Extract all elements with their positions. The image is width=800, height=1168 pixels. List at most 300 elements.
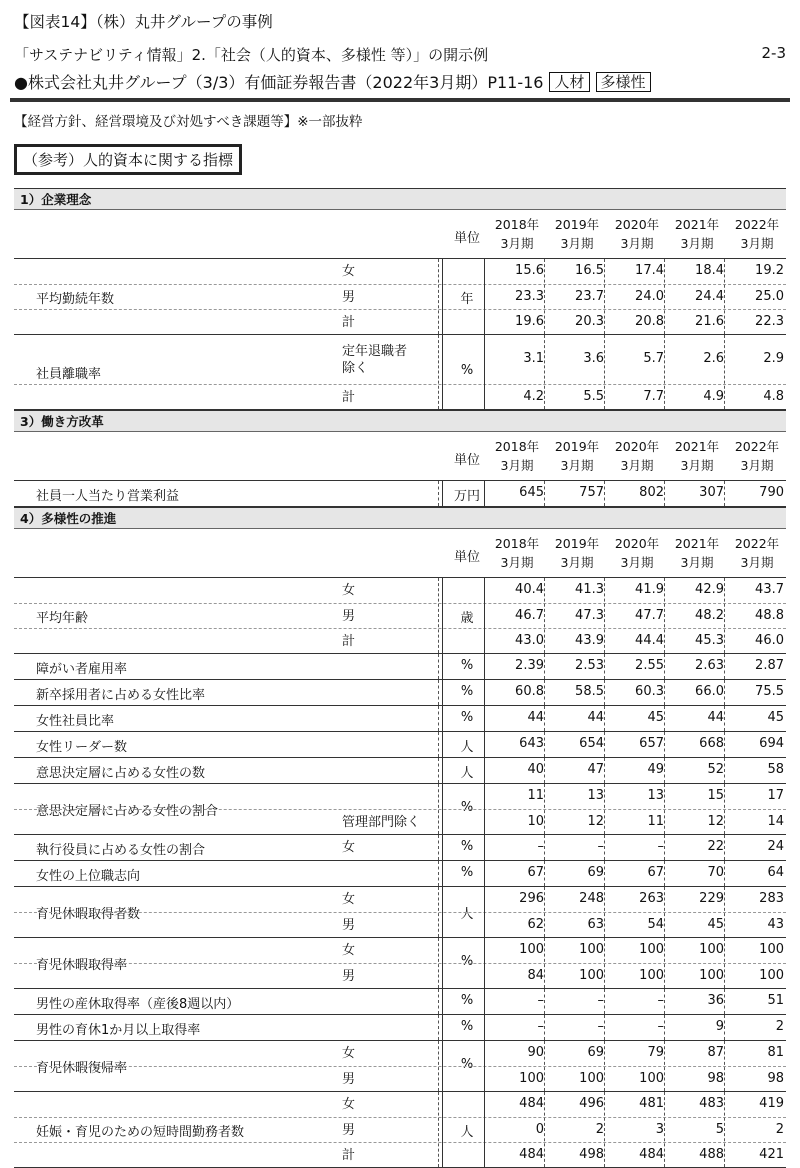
column-divider: [724, 578, 725, 653]
value-cell: 22: [707, 838, 724, 854]
value-cell: 51: [767, 992, 784, 1008]
column-divider: [544, 758, 545, 783]
value-cell: 44: [527, 709, 544, 725]
value-cell: 421: [759, 1146, 784, 1162]
indicator-unit: %: [460, 800, 474, 815]
column-divider: [544, 887, 545, 937]
column-divider: [438, 784, 439, 834]
value-cell: 17: [767, 787, 784, 803]
column-divider: [664, 938, 665, 988]
column-divider: [484, 1015, 485, 1040]
column-divider: [604, 835, 605, 860]
value-cell: 58: [767, 761, 784, 777]
year-header: [668, 534, 726, 572]
year-header-row: [14, 210, 786, 259]
value-cell: 47.7: [635, 607, 664, 623]
column-divider: [438, 861, 439, 886]
value-cell: 67: [647, 864, 664, 880]
indicator-label: 男性の育休1か月以上取得率: [36, 1022, 201, 1038]
value-cell: 757: [579, 484, 604, 500]
column-divider: [724, 835, 725, 860]
column-divider: [544, 578, 545, 653]
value-cell: –: [657, 838, 664, 854]
sub-row: [14, 912, 786, 938]
value-cell: 40.4: [515, 581, 544, 597]
value-cell: 248: [579, 890, 604, 906]
value-cell: 41.9: [635, 581, 664, 597]
sub-label: 男: [342, 608, 356, 624]
indicator-group: [14, 1015, 786, 1041]
value-cell: 69: [587, 864, 604, 880]
column-divider: [664, 758, 665, 783]
value-cell: 657: [639, 735, 664, 751]
sub-label: 計: [342, 314, 356, 330]
indicator-group: [14, 578, 786, 654]
value-cell: 263: [639, 890, 664, 906]
value-cell: 484: [639, 1146, 664, 1162]
indicator-unit: 人: [460, 907, 474, 922]
column-divider: [438, 578, 439, 653]
year-label: 2022年: [734, 536, 780, 551]
column-divider: [442, 578, 443, 653]
indicator-unit: %: [460, 992, 474, 1008]
sub-row: [14, 989, 786, 1014]
column-divider: [442, 259, 443, 334]
sub-row: [14, 1142, 786, 1168]
sub-label: 女: [342, 891, 356, 907]
column-divider: [604, 938, 605, 988]
sub-label: 男: [342, 1071, 356, 1087]
indicator-label: 妊娠・育児のための短時間勤務者数: [36, 1124, 245, 1140]
value-cell: 498: [579, 1146, 604, 1162]
sub-row: [14, 1066, 786, 1092]
sub-label: 女: [342, 263, 356, 279]
column-divider: [484, 758, 485, 783]
value-cell: 23.7: [575, 288, 604, 304]
column-divider: [442, 989, 443, 1014]
column-divider: [724, 1041, 725, 1091]
value-cell: 90: [527, 1044, 544, 1060]
year-header: [728, 534, 786, 572]
year-header: [728, 437, 786, 475]
indicator-group: [14, 938, 786, 989]
indicator-unit: 年: [460, 291, 474, 307]
column-divider: [484, 861, 485, 886]
value-cell: 23.3: [515, 288, 544, 304]
column-divider: [724, 1015, 725, 1040]
value-cell: 488: [699, 1146, 724, 1162]
column-divider: [604, 654, 605, 679]
indicator-group: [14, 481, 786, 507]
column-divider: [438, 938, 439, 988]
value-cell: 100: [699, 967, 724, 983]
value-cell: 100: [519, 1070, 544, 1086]
year-label: 2021年: [674, 536, 720, 551]
tag-tayousei: 多様性: [596, 72, 651, 92]
value-cell: 43.9: [575, 632, 604, 648]
indicator-unit: 人: [460, 1124, 474, 1140]
value-cell: 694: [759, 735, 784, 751]
box-title: （参考）人的資本に関する指標: [14, 144, 242, 175]
column-divider: [724, 680, 725, 705]
sub-row: [14, 1015, 786, 1040]
column-divider: [544, 259, 545, 334]
year-header: [488, 437, 546, 475]
value-cell: 46.0: [755, 632, 784, 648]
indicator-group: [14, 758, 786, 784]
indicator-group: [14, 861, 786, 887]
column-divider: [604, 335, 605, 409]
column-divider: [544, 732, 545, 757]
value-cell: 100: [579, 967, 604, 983]
value-cell: 98: [767, 1070, 784, 1086]
column-divider: [442, 938, 443, 988]
value-cell: 790: [759, 484, 784, 500]
column-divider: [604, 481, 605, 506]
indicator-unit: %: [460, 954, 474, 969]
indicator-group: [14, 784, 786, 835]
indicator-unit: %: [460, 864, 474, 880]
column-divider: [438, 706, 439, 731]
value-cell: 13: [647, 787, 664, 803]
sub-row: [14, 309, 786, 335]
column-divider: [484, 654, 485, 679]
column-divider: [664, 1092, 665, 1167]
period-label: 3月期: [680, 458, 714, 473]
sub-label: 女: [342, 582, 356, 598]
sub-label: 計: [342, 1147, 356, 1163]
year-header: [488, 534, 546, 572]
value-cell: 44.4: [635, 632, 664, 648]
year-label: 2022年: [734, 439, 780, 454]
value-cell: 70: [707, 864, 724, 880]
column-divider: [544, 784, 545, 834]
year-label: 2018年: [494, 439, 540, 454]
sub-row: [14, 1117, 786, 1143]
value-cell: 2: [595, 1121, 604, 1137]
column-divider: [442, 706, 443, 731]
column-divider: [442, 654, 443, 679]
value-cell: 60.8: [515, 683, 544, 699]
value-cell: 21.6: [695, 313, 724, 329]
value-cell: 12: [707, 813, 724, 829]
value-cell: 63: [587, 916, 604, 932]
column-divider: [484, 259, 485, 334]
value-cell: –: [657, 1018, 664, 1034]
year-header: [608, 534, 666, 572]
column-divider: [438, 989, 439, 1014]
value-cell: 69: [587, 1044, 604, 1060]
value-cell: 2: [775, 1121, 784, 1137]
year-header: [608, 437, 666, 475]
year-label: 2021年: [674, 217, 720, 232]
sub-row: [14, 384, 786, 410]
year-header: [548, 215, 606, 253]
sub-row: [14, 284, 786, 310]
value-cell: 45: [647, 709, 664, 725]
column-divider: [724, 1092, 725, 1167]
column-divider: [604, 732, 605, 757]
indicator-label: 育児休暇取得率: [36, 958, 128, 973]
value-cell: 98: [707, 1070, 724, 1086]
value-cell: 24.0: [635, 288, 664, 304]
column-divider: [664, 481, 665, 506]
indicator-label: 意思決定層に占める女性の割合: [36, 804, 219, 819]
sub-label: 男: [342, 968, 356, 984]
indicator-group: [14, 989, 786, 1015]
value-cell: 45: [767, 709, 784, 725]
indicator-unit: 人: [460, 765, 474, 781]
period-label: 3月期: [560, 555, 594, 570]
column-divider: [438, 835, 439, 860]
column-divider: [438, 732, 439, 757]
company-line: [14, 70, 651, 93]
column-divider: [438, 654, 439, 679]
year-label: 2020年: [614, 217, 660, 232]
sub-row: [14, 1092, 786, 1117]
column-divider: [484, 706, 485, 731]
value-cell: 100: [579, 1070, 604, 1086]
value-cell: –: [597, 992, 604, 1008]
column-divider: [484, 989, 485, 1014]
value-cell: 654: [579, 735, 604, 751]
indicator-group: [14, 835, 786, 861]
sub-row: [14, 654, 786, 679]
indicator-unit: %: [460, 683, 474, 699]
indicator-label: 女性リーダー数: [36, 739, 128, 755]
value-cell: 24: [767, 838, 784, 854]
value-cell: –: [597, 838, 604, 854]
column-divider: [604, 989, 605, 1014]
column-divider: [442, 1015, 443, 1040]
value-cell: 668: [699, 735, 724, 751]
indicator-unit: 万円: [453, 488, 480, 504]
value-cell: 2.6: [703, 350, 724, 366]
column-divider: [664, 654, 665, 679]
value-cell: 22.3: [755, 313, 784, 329]
value-cell: –: [597, 1018, 604, 1034]
period-label: 3月期: [680, 555, 714, 570]
sub-label: 女: [342, 1045, 356, 1061]
indicator-group: [14, 259, 786, 335]
value-cell: 46.7: [515, 607, 544, 623]
indicator-unit: %: [460, 657, 474, 673]
value-cell: 481: [639, 1095, 664, 1111]
value-cell: 100: [639, 1070, 664, 1086]
column-divider: [484, 578, 485, 653]
value-cell: 5: [715, 1121, 724, 1137]
column-divider: [724, 654, 725, 679]
indicator-table: [14, 188, 786, 1168]
page-subtitle: 「サステナビリティ情報」2.「社会（人的資本、多様性 等）」の開示例: [14, 46, 489, 64]
value-cell: 100: [639, 941, 664, 957]
value-cell: 307: [699, 484, 724, 500]
value-cell: 17.4: [635, 262, 664, 278]
value-cell: 43.0: [515, 632, 544, 648]
year-header-row: [14, 432, 786, 481]
value-cell: 47: [587, 761, 604, 777]
column-divider: [664, 1015, 665, 1040]
value-cell: 11: [527, 787, 544, 803]
column-divider: [438, 1041, 439, 1091]
value-cell: 4.8: [763, 388, 784, 404]
indicator-label: 平均勤続年数: [36, 291, 115, 307]
sub-row: [14, 603, 786, 629]
value-cell: 25.0: [755, 288, 784, 304]
value-cell: 9: [715, 1018, 724, 1034]
column-divider: [442, 1092, 443, 1167]
period-label: 3月期: [500, 236, 534, 251]
year-label: 2019年: [554, 439, 600, 454]
value-cell: 100: [699, 941, 724, 957]
column-divider: [442, 680, 443, 705]
value-cell: 2.87: [755, 657, 784, 673]
value-cell: 79: [647, 1044, 664, 1060]
value-cell: 100: [759, 941, 784, 957]
section-header: 1）企業理念: [14, 188, 786, 210]
sub-row: [14, 887, 786, 912]
column-divider: [724, 259, 725, 334]
column-divider: [664, 887, 665, 937]
column-divider: [664, 578, 665, 653]
column-divider: [724, 335, 725, 409]
tag-jinzai: 人材: [549, 72, 589, 92]
value-cell: 60.3: [635, 683, 664, 699]
value-cell: 3.1: [523, 350, 544, 366]
column-divider: [484, 680, 485, 705]
value-cell: 645: [519, 484, 544, 500]
value-cell: 20.3: [575, 313, 604, 329]
column-divider: [604, 1092, 605, 1167]
year-header: [728, 215, 786, 253]
year-label: 2019年: [554, 217, 600, 232]
value-cell: 40: [527, 761, 544, 777]
value-cell: 496: [579, 1095, 604, 1111]
indicator-group: [14, 335, 786, 410]
sub-label: 女: [342, 942, 356, 958]
value-cell: 419: [759, 1095, 784, 1111]
period-label: 3月期: [620, 458, 654, 473]
value-cell: 47.3: [575, 607, 604, 623]
indicator-unit: %: [460, 709, 474, 725]
value-cell: 81: [767, 1044, 784, 1060]
value-cell: 48.2: [695, 607, 724, 623]
indicator-group: [14, 706, 786, 732]
value-cell: 2.63: [695, 657, 724, 673]
year-header: [668, 215, 726, 253]
column-divider: [442, 481, 443, 506]
indicator-unit: %: [460, 363, 474, 378]
column-divider: [604, 1015, 605, 1040]
column-divider: [664, 1041, 665, 1091]
value-cell: 67: [527, 864, 544, 880]
value-cell: –: [537, 992, 544, 1008]
value-cell: 66.0: [695, 683, 724, 699]
unit-header: 単位: [453, 231, 480, 246]
sub-label: 管理部門除く: [342, 814, 421, 830]
indicator-label: 新卒採用者に占める女性比率: [36, 687, 206, 703]
period-label: 3月期: [740, 458, 774, 473]
sub-row: [14, 1041, 786, 1066]
period-label: 3月期: [680, 236, 714, 251]
sub-label: 女: [342, 1096, 356, 1112]
value-cell: 19.6: [515, 313, 544, 329]
value-cell: 802: [639, 484, 664, 500]
column-divider: [484, 1092, 485, 1167]
column-divider: [442, 335, 443, 409]
column-divider: [544, 654, 545, 679]
unit-header: 単位: [453, 550, 480, 565]
value-cell: 75.5: [755, 683, 784, 699]
page-reference: 2-3: [761, 44, 786, 62]
value-cell: 52: [707, 761, 724, 777]
column-divider: [484, 335, 485, 409]
section-heading: 【経営方針、経営環境及び対処すべき課題等】※一部抜粋: [14, 114, 363, 130]
column-divider: [484, 887, 485, 937]
value-cell: 41.3: [575, 581, 604, 597]
column-divider: [604, 680, 605, 705]
section-header: 3）働き方改革: [14, 410, 786, 432]
period-label: 3月期: [620, 555, 654, 570]
indicator-group: [14, 1041, 786, 1092]
indicator-label: 女性社員比率: [36, 713, 115, 729]
column-divider: [438, 481, 439, 506]
column-divider: [484, 784, 485, 834]
indicator-label: 女性の上位職志向: [36, 868, 141, 884]
period-label: 3月期: [500, 458, 534, 473]
unit-header: 単位: [453, 453, 480, 468]
indicator-label: 社員一人当たり営業利益: [36, 488, 180, 504]
indicator-group: [14, 887, 786, 938]
period-label: 3月期: [740, 236, 774, 251]
value-cell: 2.9: [763, 350, 784, 366]
value-cell: 15: [707, 787, 724, 803]
sub-row: [14, 861, 786, 886]
sub-label-line: 定年退職者: [342, 343, 408, 359]
value-cell: 3.6: [583, 350, 604, 366]
column-divider: [664, 861, 665, 886]
column-divider: [664, 335, 665, 409]
column-divider: [604, 887, 605, 937]
value-cell: 0: [535, 1121, 544, 1137]
indicator-unit: %: [460, 1018, 474, 1034]
column-divider: [724, 938, 725, 988]
value-cell: 24.4: [695, 288, 724, 304]
column-divider: [604, 861, 605, 886]
column-divider: [544, 680, 545, 705]
indicator-label: 育児休暇復帰率: [36, 1061, 128, 1076]
column-divider: [604, 758, 605, 783]
column-divider: [442, 784, 443, 834]
sub-label: 男: [342, 1122, 356, 1138]
value-cell: 62: [527, 916, 544, 932]
value-cell: 16.5: [575, 262, 604, 278]
year-header: [548, 437, 606, 475]
value-cell: 84: [527, 967, 544, 983]
indicator-label: 執行役員に占める女性の割合: [36, 842, 206, 858]
value-cell: 36: [707, 992, 724, 1008]
year-label: 2019年: [554, 536, 600, 551]
column-divider: [604, 706, 605, 731]
indicator-unit: %: [460, 838, 474, 854]
sub-row: [14, 628, 786, 654]
sub-row: [14, 335, 786, 384]
value-cell: 44: [707, 709, 724, 725]
column-divider: [664, 680, 665, 705]
column-divider: [604, 259, 605, 334]
column-divider: [438, 758, 439, 783]
column-divider: [664, 784, 665, 834]
